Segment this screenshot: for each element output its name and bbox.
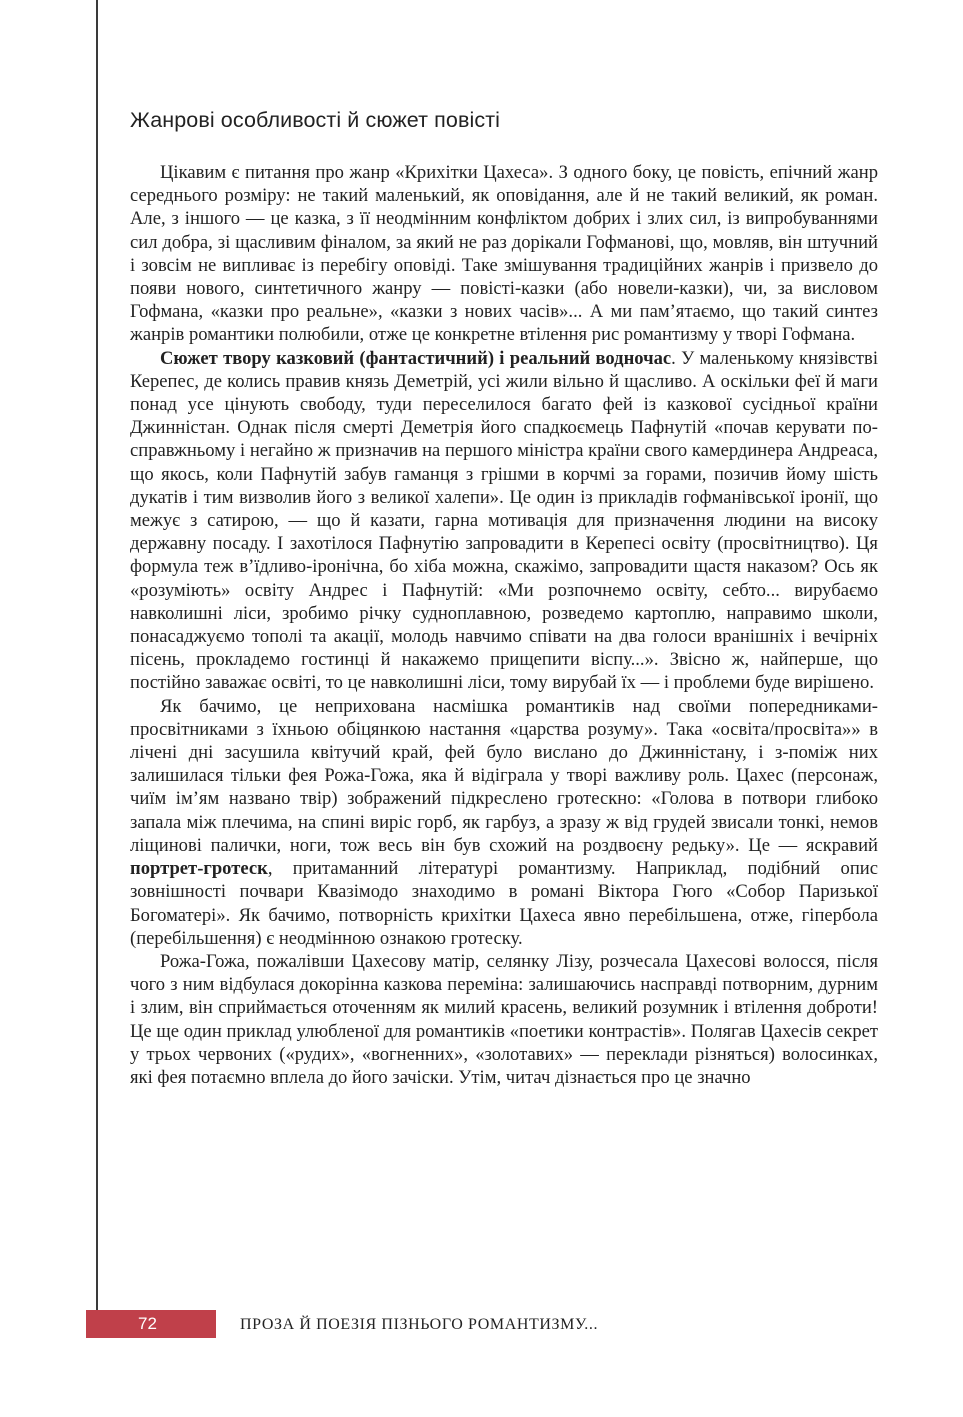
paragraph-genre: Цікавим є питання про жанр «Крихітки Цахеса». З одного боку, це повість, епічний жанр середнього розміру: не такий маленький, як оповідання, але й не такий великий, як роман. Але, з іншого — це казка, з її неодмінним конфліктом добрих і злих сил, із випробуваннями сил добра, зі щасливим фіналом, за який не раз дорікали Гофманові, що, мовляв, він штучний і зовсім не випливає із перебігу оповіді. Таке змішування традиційних жанрів і призвело до появи нового, синтетичного жанру — повісті-казки (або новели-казки), чи, за висловом Гофмана, «казки про реальне», «казки з нових часів»... А ми пам’ятаємо, що такий синтез жанрів романтики полюбили, отже це конкретне втілення рис романтизму у творі Гофмана. (130, 162, 878, 346)
margin-rule (96, 0, 98, 1310)
plot-bold-lead: Сюжет твору казковий (фантастичний) і реальний водночас (160, 347, 672, 369)
term-portrait-grotesque: портрет-гротеск (130, 858, 268, 880)
paragraph-transformation: Рожа-Гожа, пожалівши Цахесову матір, селянку Лізу, розчесала Цахесові волосся, після чого з ним відбулася докорінна казкова переміна: залишаючись насправді потворним, дурним і злим, він сприймається оточенням як милий красень, великий розумник і втілення доброти! Це ще один приклад улюбленої для романтиків «поетики контрастів». Полягав Цахесів секрет у трьох червоних («рудих», «вогненних», «золотавих» — переклади різняться) волосинках, які фея потаємно вплела до його зачіски. Утім, читач дізнається про це значно (130, 950, 878, 1088)
running-title: ПРОЗА Й ПОЕЗІЯ ПІЗНЬОГО РОМАНТИЗМУ... (240, 1316, 599, 1333)
section-title: Жанрові особливості й сюжет повісті (130, 108, 501, 132)
page-body (130, 108, 878, 1089)
paragraph-plot: Сюжет твору казковий (фантастичний) і реальний водночас. У маленькому князівстві Керепес, де колись правив князь Деметрій, усі жили вільно й щасливо. А оскільки феї й маги понад усе цінують свободу, туди переселилося багато фей із казкової сусідньої країни Джинністан. Однак після смерті Деметрія його спадкоємець Пафнутій «почав керувати по-справжньому і негайно ж призначив на першого міністра країни свого камердинера Андреаса, що якось, коли Пафнутій забув гаманця з грішми в корчмі за горами, позичив йому шість дукатів і тим визволив його з великої халепи». Це один із прикладів гофманівської іронії, що межує з сатирою, — що й казати, гарна мотивація для призначення людини на високу державну посаду. І захотілося Пафнутію запровадити в Керепесі освіту (просвітництво). Ця формула теж в’їдливо-іронічна, бо хіба можна, скажімо, запровадити щастя наказом? Ось як «розуміють» освіту Андрес і Пафнутій: «Ми розпочнемо освіту, себто... вирубаємо навколишні ліси, зробимо річку судноплавною, розведемо картоплю, направимо школи, понасаджуємо тополі та акації, молодь навчимо співати на два голоси вранішніх і вечірніх пісень, прокладемо гостинці й накажемо прищепити віспу...». Звісно ж, найперше, що постійно заважає освіті, то це навколишні ліси, тому вирубай їх — і проблеми буде вирішено. (130, 347, 878, 694)
paragraph-grotesque: Як бачимо, це неприхована насмішка романтиків над своїми попередниками-просвітниками з їхньою обіцянкою настання «царства розуму». Така «освіта/просвіта»» в лічені дні засушила квітучий край, фей було вислано до Джинністану, і з-поміж них залишилася тільки фея Рожа-Гожа, яка й відіграла у творі важливу роль. Цахес (персонаж, чиїм ім’ям названо твір) зображений підкреслено гротескно: «Голова в потвори глибоко запала між плечима, на спині виріс горб, як гарбуз, а зразу ж від грудей звисали тонкі, немов ліщинові палички, ноги, тож весь він був схожий на роздвоєну редьку». Це — яскравий портрет-гротеск, притаманний літературі романтизму. Наприклад, подібний опис зовнішності почвари Квазімодо знаходимо в романі Віктора Гюго «Собор Паризької Богоматері». Як бачимо, потворність крихітки Цахеса явно перебільшена, отже, гіпербола (перебільшення) є неодмінною ознакою гротеску. (130, 695, 878, 949)
page-number: 72 (138, 1314, 157, 1333)
